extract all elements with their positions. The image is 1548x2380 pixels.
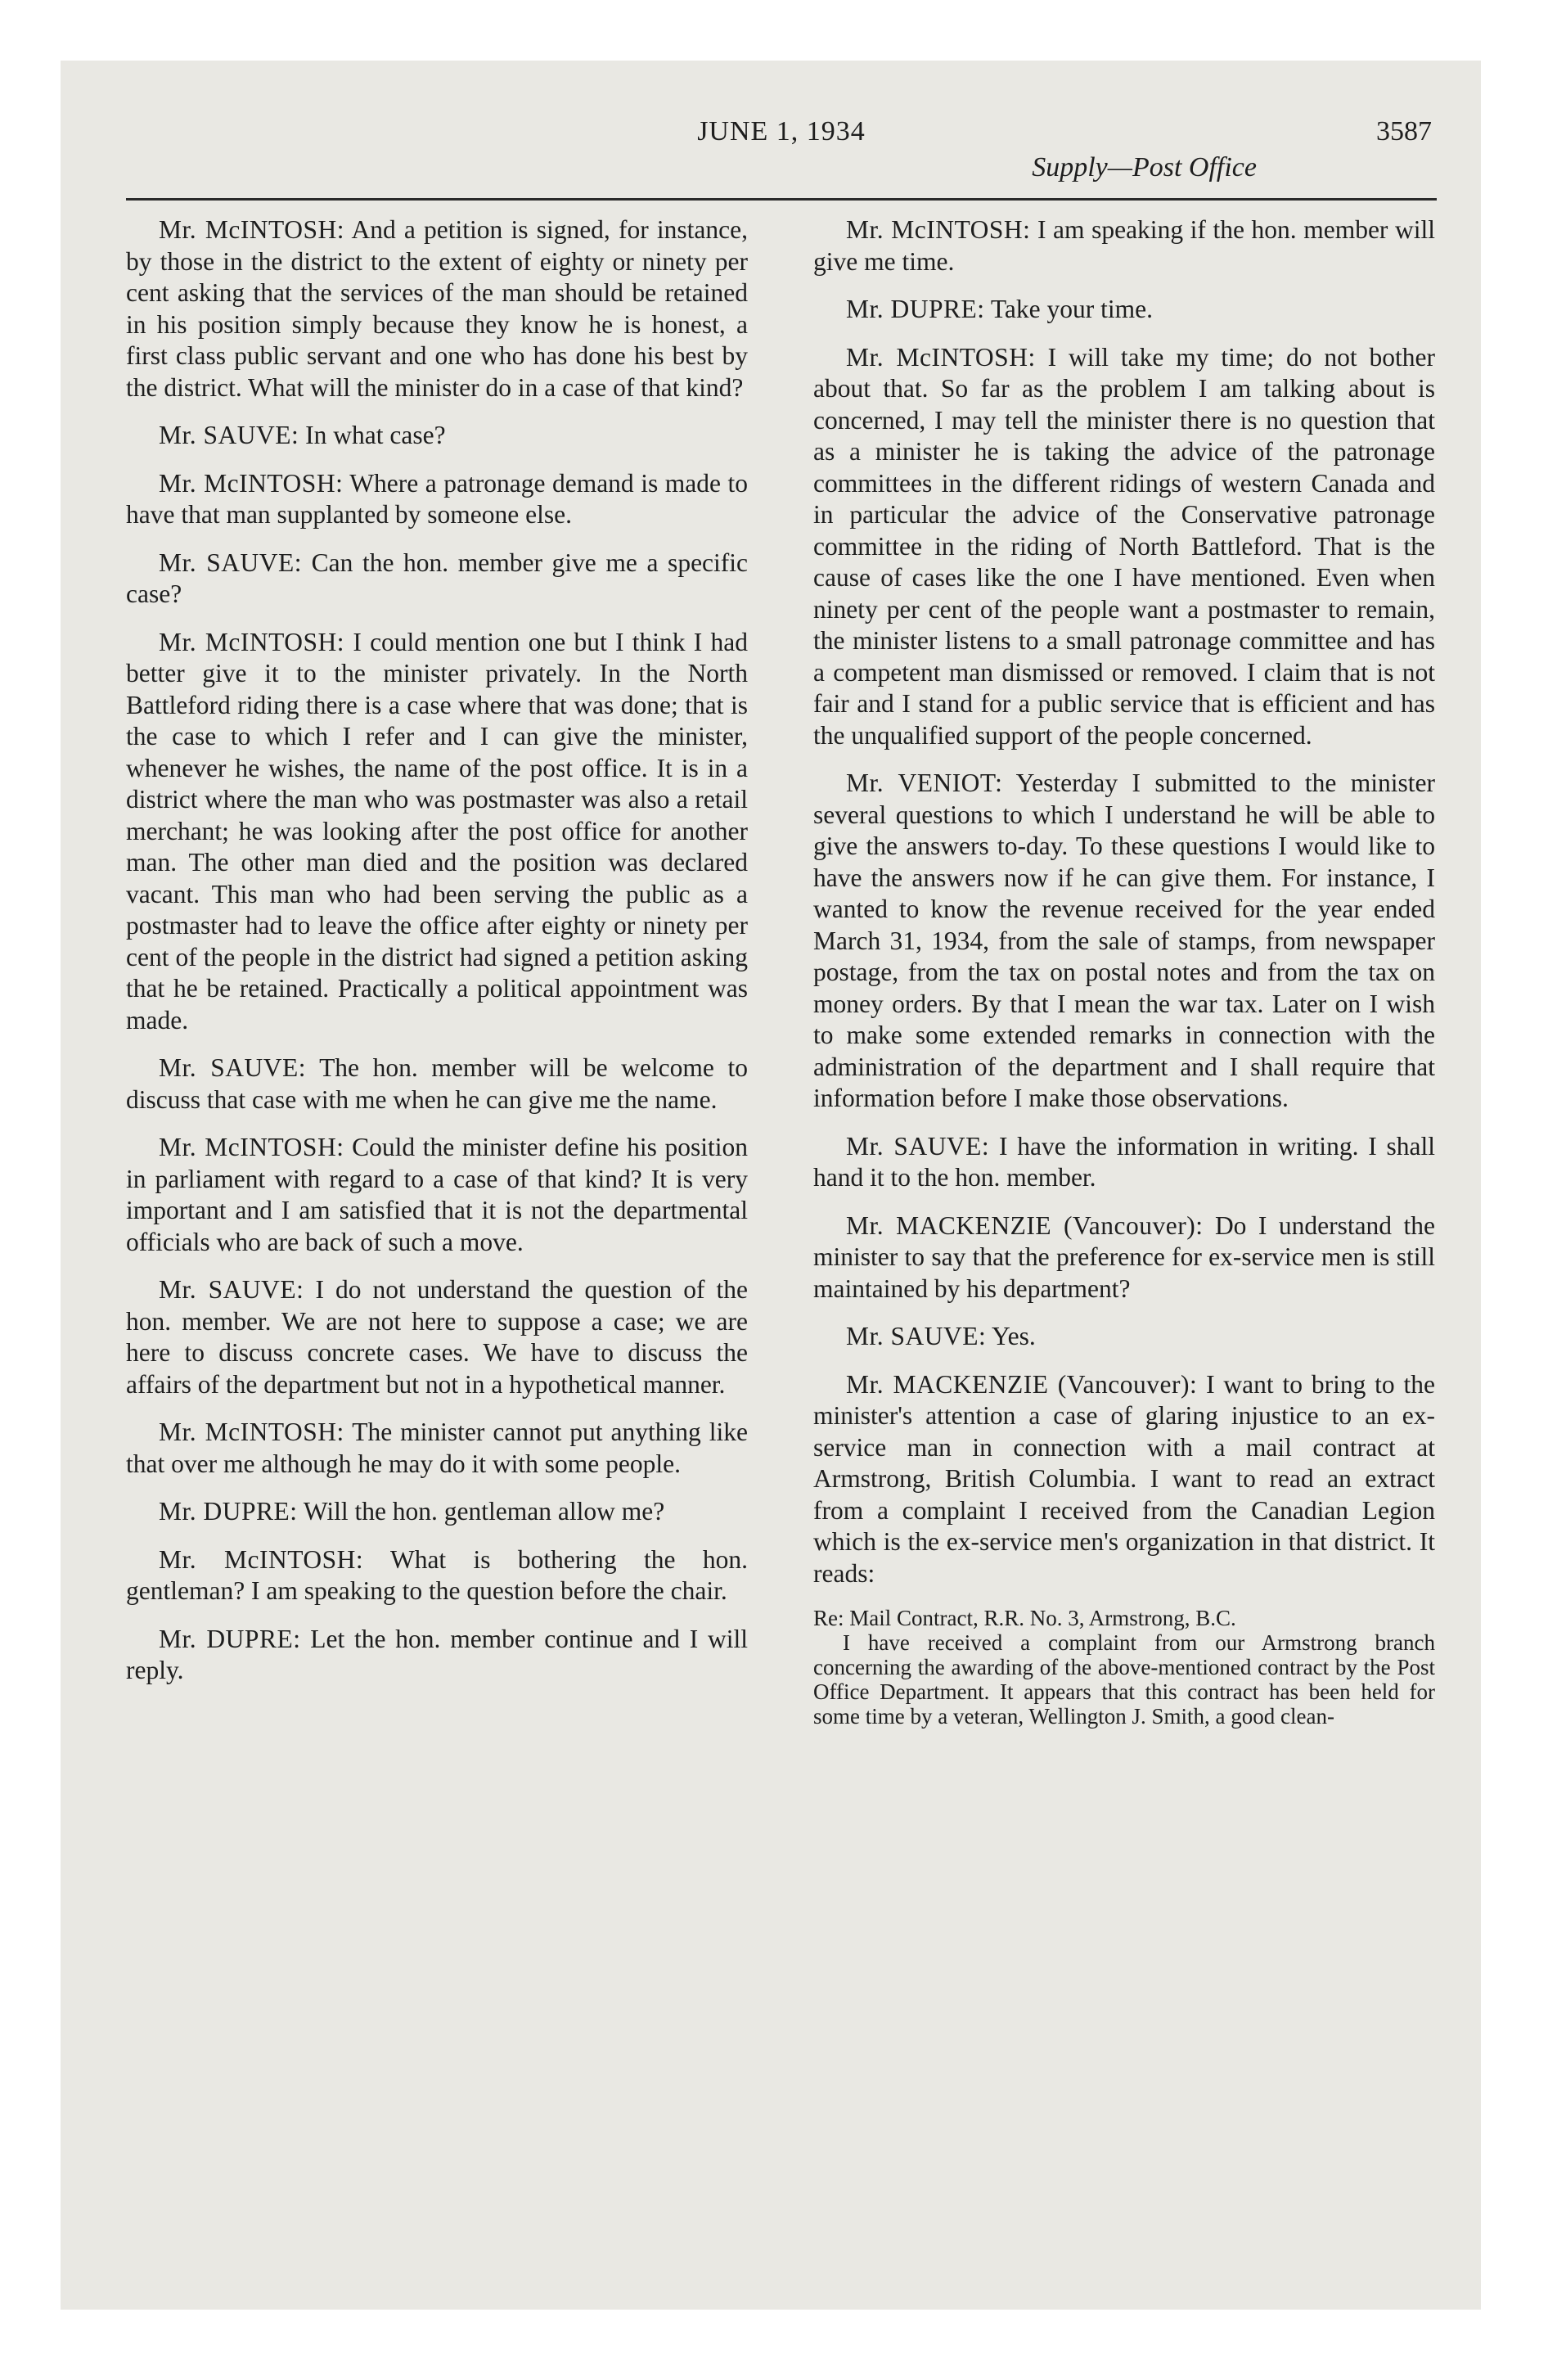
speech-text: And a petition is signed, for instance, by those in the district to the extent of eighty or ninety per cent asking that the services of the man should be retained in his position simply because they know he is honest, a first class public servant and one who has done his best by the district. What will the minister do in a case of that kind? [126, 215, 748, 402]
right-column [813, 214, 1435, 1729]
header-rule [126, 198, 1437, 201]
speech-paragraph [813, 1210, 1435, 1305]
speaker-name: Mr. McINTOSH: [846, 342, 1036, 372]
speech-text: Yesterday I submitted to the minister several questions to which I understand he will be able to give the answers to-day. To these questions I would like to have the answers now if he can give them. For instance, I wanted to know the revenue received for the year ended March 31, 1934, from the sale of stamps, from newspaper postage, from the tax on postal notes and from the tax on money orders. By that I mean the war tax. Later on I wish to make some extended remarks in connection with the administration of the department and I shall require that information before I make those observations. [813, 769, 1435, 1112]
speech-text: Could the minister define his position in parliament with regard to a case of that kind? It is very important and I am satisfied that it is not the departmental officials who are back of such a move. [126, 1133, 748, 1256]
speech-text: Take your time. [990, 295, 1153, 323]
speech-text: I could mention one but I think I had better give it to the minister privately. In the North Battleford riding there is a case where that was done; that is the case to which I refer and I can give the minister, whenever he wishes, the name of the post office. It is in a district where the man who was postmaster was also a retail merchant; he was looking after the post office for another man. The other man died and the position was declared vacant. This man who had been serving the public as a postmaster had to leave the office after eighty or ninety per cent of the people in the district had signed a petition asking that he be retained. Practically a political appointment was made. [126, 627, 749, 1034]
speaker-name: Mr. McINTOSH: [159, 627, 345, 656]
speech-text: Will the hon. gentleman allow me? [303, 1497, 665, 1526]
speech-paragraph [126, 420, 748, 452]
speech-paragraph [126, 548, 748, 611]
section-title: Supply—Post Office [1032, 152, 1257, 183]
speech-text: I do not understand the question of the hon. member. We are not here to suppose a case; we are here to discuss concrete cases. We have to discuss the affairs of the department but not in a hypothetical manner. [126, 1275, 749, 1399]
speaker-name: Mr. SAUVE: [159, 421, 299, 449]
speaker-name: Mr. DUPRE: [159, 1624, 301, 1653]
speech-text: I have the information in writing. I shall hand it to the hon. member. [813, 1131, 1435, 1192]
speech-paragraph [126, 1496, 748, 1528]
speaker-name: Mr. SAUVE: [846, 1131, 990, 1161]
speech-text: Let the hon. member continue and I will reply. [126, 1624, 749, 1684]
speaker-name: Mr. McINTOSH: [159, 215, 344, 244]
header-date: JUNE 1, 1934 [697, 116, 866, 146]
speech-text: Do I understand the minister to say that the preference for ex-service men is still maintained by his department? [813, 1210, 1436, 1303]
speech-paragraph [126, 627, 748, 1037]
speech-paragraph [126, 468, 748, 531]
speaker-name: Mr. McINTOSH: [159, 1418, 344, 1446]
speaker-name: Mr. McINTOSH: [159, 468, 344, 498]
page-content [126, 116, 1437, 1729]
speech-paragraph [813, 1369, 1435, 1590]
quoted-letter-text: I have received a complaint from our Armstrong branch concerning the awarding of the above-mentioned contract by the Post Office Department. It appears that this contract has been held for some time by a veteran, Wellington J. Smith, a good clean- [813, 1630, 1435, 1729]
speech-paragraph [126, 1274, 748, 1400]
speech-paragraph [813, 214, 1435, 277]
speech-paragraph [126, 1544, 748, 1607]
speaker-name: Mr. SAUVE: [159, 548, 302, 577]
speech-text: In what case? [305, 421, 446, 449]
speech-text: Yes. [992, 1322, 1036, 1350]
speech-paragraph [813, 768, 1435, 1115]
speaker-name: Mr. McINTOSH: [159, 1544, 364, 1574]
speaker-name: Mr. McINTOSH: [846, 215, 1031, 244]
speech-text: Can the hon. member give me a specific case? [126, 548, 748, 608]
speech-text: I want to bring to the minister's attention a case of glaring injustice to an ex-service man in connection with a mail contract at Armstrong, British Columbia. I want to read an extract from a complaint I received from the Canadian Legion which is the ex-service men's organization in that district. It reads: [813, 1369, 1435, 1588]
speaker-name: Mr. MACKENZIE (Vancouver): [846, 1210, 1204, 1240]
scanned-page [61, 61, 1481, 2310]
speech-text: What is bothering the hon. gentleman? I am speaking to the question before the chair. [126, 1544, 748, 1605]
speaker-name: Mr. VENIOT: [846, 769, 1003, 797]
speech-text: Where a patronage demand is made to have that man supplanted by someone else. [126, 468, 748, 529]
page-header [126, 116, 1437, 203]
speech-paragraph [813, 294, 1435, 326]
speech-text: The minister cannot put anything like that over me although he may do it with some people. [126, 1418, 748, 1478]
left-column [126, 214, 748, 1703]
speech-text: I am speaking if the hon. member will give me time. [813, 215, 1435, 276]
speech-paragraph [813, 1321, 1435, 1353]
speech-paragraph [813, 1131, 1435, 1194]
page-number: 3587 [1376, 116, 1432, 146]
speech-paragraph [126, 1624, 748, 1687]
speaker-name: Mr. DUPRE: [159, 1497, 298, 1526]
speaker-name: Mr. DUPRE: [846, 295, 985, 323]
speaker-name: Mr. SAUVE: [159, 1053, 307, 1082]
speaker-name: Mr. SAUVE: [846, 1322, 987, 1350]
speech-paragraph [813, 342, 1435, 752]
quoted-re-line: Re: Mail Contract, R.R. No. 3, Armstrong, B.C. [813, 1606, 1236, 1630]
speaker-name: Mr. SAUVE: [159, 1275, 304, 1304]
speech-paragraph [126, 1417, 748, 1480]
speech-paragraph [126, 214, 748, 403]
speech-text: I will take my time; do not bother about that. So far as the problem I am talking about is concerned, I may tell the minister there is no question that as a minister he is taking the advice of the patronage committees in the different ridings of western Canada and in particular the advice of the Conservative patronage committee in the riding of North Battleford. That is the cause of cases like the one I have mentioned. Even when ninety per cent of the people want a postmaster to remain, the minister listens to a small patronage committee and has a competent man dismissed or removed. I claim that is not fair and I stand for a public service that is efficient and has the unqualified support of the people concerned. [813, 342, 1435, 750]
speaker-name: Mr. McINTOSH: [159, 1133, 344, 1161]
speaker-name: Mr. MACKENZIE (Vancouver): [846, 1369, 1198, 1399]
speech-text: The hon. member will be welcome to discuss that case with me when he can give me the name. [126, 1053, 748, 1114]
speech-paragraph [126, 1053, 748, 1116]
speech-paragraph [126, 1132, 748, 1258]
